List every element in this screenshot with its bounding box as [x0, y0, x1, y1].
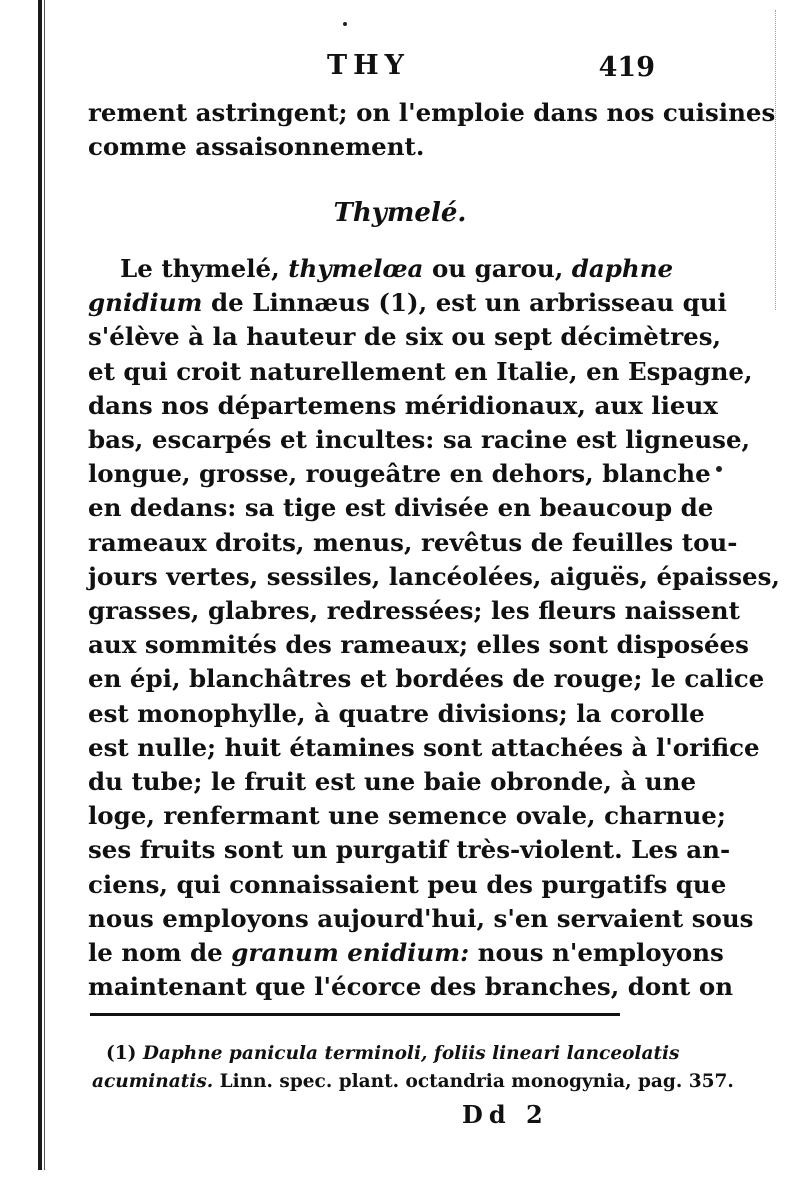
text-line: ses fruits sont un purgatif très-violent. Les an- [88, 835, 731, 865]
main-paragraph [88, 252, 780, 1004]
text-line: du tube; le fruit est une baie obronde, à une [88, 767, 697, 797]
latin-name: thymelœa [288, 254, 424, 283]
text-line [88, 286, 727, 320]
text-line: ciens, qui connaissaient peu des purgatifs que [88, 869, 727, 899]
text-line: rameaux droits, menus, revêtus de feuilles tou- [88, 527, 738, 557]
footnote-rule [90, 1013, 620, 1016]
latin-name: daphne [571, 254, 674, 283]
page-number: 419 [598, 52, 655, 83]
text-line: bas, escarpés et incultes: sa racine est ligneuse, [88, 425, 751, 455]
latin-name: granum enidium: [231, 938, 470, 968]
text-line: loge, renfermant une semence ovale, charnue; [88, 801, 726, 831]
text-line: et qui croit naturellement en Italie, en Espagne, [88, 356, 753, 386]
footnote-line [92, 1068, 734, 1096]
signature-mark: Dd 2 [462, 1100, 549, 1129]
ink-speck [343, 22, 347, 26]
page-edge-marks [775, 10, 782, 310]
footnote-latin: acuminatis. [92, 1071, 214, 1092]
footnote-line [92, 1040, 680, 1068]
text-line: est monophylle, à quatre divisions; la corolle [88, 698, 705, 728]
page-header [95, 48, 655, 92]
section-title: Thymelé. [333, 198, 467, 228]
footnote [92, 1040, 734, 1096]
text-line: en épi, blanchâtres et bordées de rouge; le calice [88, 664, 765, 694]
text-line [88, 936, 724, 970]
footnote-citation: Linn. spec. plant. octandria monogynia, pag. 357. [213, 1071, 734, 1092]
text-line: est nulle; huit étamines sont attachées à l'orifice [88, 732, 760, 762]
ink-speck [716, 466, 722, 472]
text-line: jours vertes, sessiles, lancéolées, aiguës, épaisses, [88, 561, 780, 591]
binding-edge-shadow [44, 0, 45, 1170]
footnote-marker: (1) [106, 1043, 143, 1064]
text-line: longue, grosse, rougeâtre en dehors, blanche [88, 459, 711, 489]
text-line [88, 252, 674, 286]
text-line: comme assaisonnement. [88, 132, 425, 162]
latin-name: gnidium [88, 288, 203, 318]
text-line: grasses, glabres, redressées; les fleurs naissent [88, 596, 740, 626]
footnote-latin: Daphne panicula terminoli, foliis lineari lanceolatis [142, 1043, 680, 1064]
text-line: rement astringent; on l'emploie dans nos cuisines [88, 98, 776, 127]
text-line: s'élève à la hauteur de six ou sept décimètres, [88, 322, 722, 352]
text-line: aux sommités des rameaux; elles sont disposées [88, 630, 749, 660]
text-segment: de Linnæus (1), est un arbrisseau qui [202, 288, 727, 318]
text-line: en dedans: sa tige est divisée en beaucoup de [88, 493, 714, 523]
text-segment: nous n'employons [469, 938, 724, 968]
text-line: nous employons aujourd'hui, s'en servaient sous [88, 903, 754, 933]
running-head: THY [327, 50, 410, 81]
text-segment: Le thymelé, [120, 254, 289, 283]
text-segment: le nom de [88, 938, 232, 968]
intro-text [88, 96, 776, 164]
binding-edge [38, 0, 42, 1170]
text-line: dans nos départemens méridionaux, aux lieux [88, 390, 718, 420]
text-line: maintenant que l'écorce des branches, dont on [88, 972, 734, 1002]
text-segment: ou garou, [423, 254, 572, 283]
